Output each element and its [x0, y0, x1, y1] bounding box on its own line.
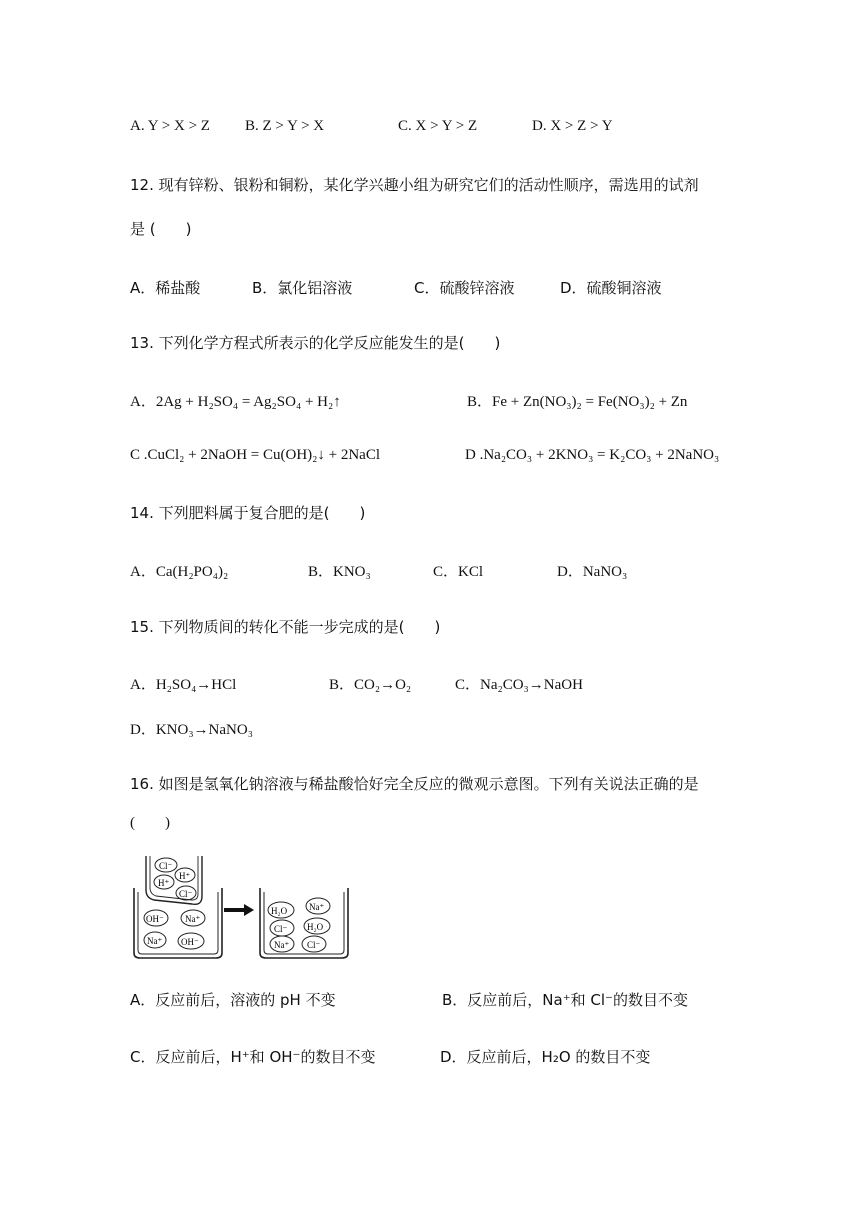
q16-option-a: A．反应前后，溶液的 pH 不变: [130, 991, 336, 1009]
q13-option-d: D .Na₂CO₃ + 2KNO₃ = K₂CO₃ + 2NaNO₃: [465, 447, 720, 463]
q14-option-c: C．KCl: [433, 564, 484, 580]
q13-stem: 13. 下列化学方程式所表示的化学反应能发生的是( ): [130, 334, 501, 352]
tube-ions: [154, 858, 196, 900]
q13-option-c: C .CuCl₂ + 2NaOH = Cu(OH)₂↓ + 2NaCl: [130, 447, 380, 463]
beaker-before-ions: [144, 910, 205, 949]
ion-label: OH⁻: [146, 914, 164, 924]
q14-option-d: D．NaNO₃: [557, 564, 628, 580]
q16-option-b: B．反应前后，Na⁺和 Cl⁻的数目不变: [442, 991, 688, 1009]
q16-option-c: C．反应前后，H⁺和 OH⁻的数目不变: [130, 1048, 376, 1066]
q15-option-d: D．KNO₃→NaNO₃: [130, 722, 253, 738]
ion-label: Cl⁻: [159, 861, 173, 871]
q12-option-a: A．稀盐酸: [130, 279, 201, 297]
q15-option-b: B．CO₂→O₂: [329, 677, 412, 693]
q12-option-c: C．硫酸锌溶液: [414, 279, 515, 297]
q11-option-d: D. X > Z > Y: [532, 118, 613, 134]
q14-option-a: A．Ca(H₂PO₄)₂: [130, 564, 229, 580]
q12-option-b: B．氯化铝溶液: [252, 279, 353, 297]
reaction-arrow-icon: [224, 904, 254, 916]
ion-label: Na⁺: [309, 902, 325, 912]
q16-stem-line2: ( ): [130, 815, 170, 831]
ion-label: H⁺: [158, 878, 170, 888]
q12-stem-line2: 是 ( ): [130, 220, 192, 238]
ion-label: H₂O: [271, 906, 288, 916]
ion-label: H₂O: [307, 922, 324, 932]
q12-stem-line1: 12. 现有锌粉、银粉和铜粉，某化学兴趣小组为研究它们的活动性顺序，需选用的试剂: [130, 176, 699, 194]
q15-stem: 15. 下列物质间的转化不能一步完成的是( ): [130, 618, 441, 636]
q16-option-d: D．反应前后，H₂O 的数目不变: [440, 1048, 651, 1066]
ion-label: Cl⁻: [307, 940, 321, 950]
ion-label: Na⁺: [147, 936, 163, 946]
q11-option-a: A. Y > X > Z: [130, 118, 210, 134]
q15-option-c: C．Na₂CO₃→NaOH: [455, 677, 583, 693]
q14-stem: 14. 下列肥料属于复合肥的是( ): [130, 504, 366, 522]
q16-stem-line1: 16. 如图是氢氧化钠溶液与稀盐酸恰好完全反应的微观示意图。下列有关说法正确的是: [130, 775, 699, 793]
q12-option-d: D．硫酸铜溶液: [560, 279, 662, 297]
q13-option-b: B．Fe + Zn(NO₃)₂ = Fe(NO₃)₂ + Zn: [467, 394, 688, 410]
q14-option-b: B．KNO₃: [308, 564, 371, 580]
q11-option-c: C. X > Y > Z: [398, 118, 478, 134]
ion-label: Na⁺: [185, 914, 201, 924]
q15-option-a: A．H₂SO₄→HCl: [130, 677, 237, 693]
ion-label: OH⁻: [181, 937, 199, 947]
q11-option-b: B. Z > Y > X: [245, 118, 325, 134]
neutralization-diagram: [128, 848, 353, 963]
beaker-after-ions: [268, 898, 330, 952]
ion-label: Na⁺: [274, 940, 290, 950]
ion-label: Cl⁻: [179, 889, 193, 899]
ion-label: H⁺: [179, 871, 191, 881]
ion-label: Cl⁻: [274, 924, 288, 934]
q13-option-a: A．2Ag + H₂SO₄ = Ag₂SO₄ + H₂↑: [130, 394, 341, 410]
